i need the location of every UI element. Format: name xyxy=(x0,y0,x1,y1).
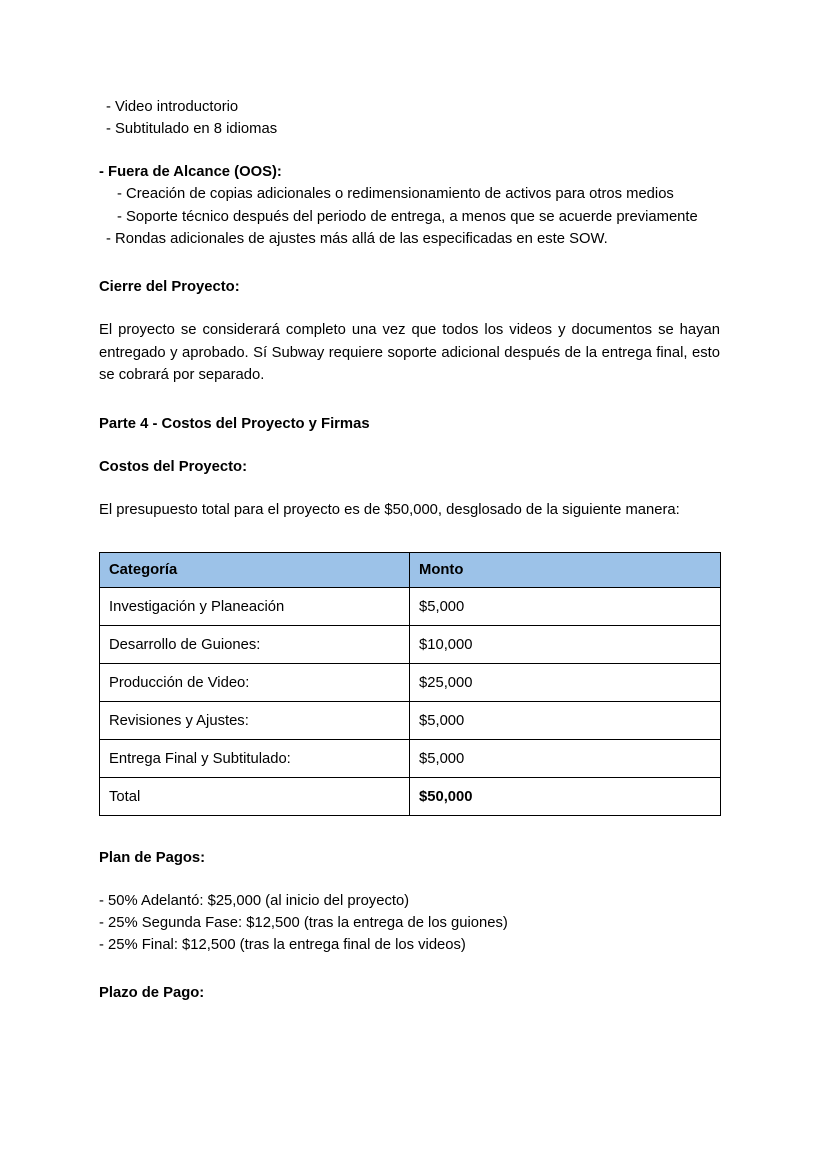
table-row xyxy=(100,588,721,626)
oos-item-0: - Creación de copias adicionales o redimensionamiento de activos para otros medios xyxy=(117,186,674,202)
cierre-heading: Cierre del Proyecto: xyxy=(99,279,240,295)
plan-pagos-item-1: - 25% Segunda Fase: $12,500 (tras la entrega de los guiones) xyxy=(99,915,508,931)
spacer xyxy=(99,435,720,456)
costos-paragraph: El presupuesto total para el proyecto es de $50,000, desglosado de la siguiente manera: xyxy=(99,501,680,518)
cell-categoria: Investigación y Planeación xyxy=(100,588,410,626)
document-body xyxy=(99,96,720,1004)
intro-bullet-0: - Video introductorio xyxy=(106,99,239,115)
cell-monto: $5,000 xyxy=(410,588,721,626)
plazo-pago-heading: Plazo de Pago: xyxy=(99,985,205,1001)
costos-heading: Costos del Proyecto: xyxy=(99,458,247,475)
cell-categoria: Desarrollo de Guiones: xyxy=(100,626,410,664)
table-header-row xyxy=(100,553,721,588)
cell-categoria: Total xyxy=(100,778,410,816)
table-row xyxy=(100,778,721,816)
cell-categoria: Entrega Final y Subtitulado: xyxy=(100,740,410,778)
cell-categoria: Revisiones y Ajustes: xyxy=(100,702,410,740)
spacer xyxy=(99,298,720,319)
spacer xyxy=(99,387,720,413)
table-row xyxy=(100,702,721,740)
cell-monto: $10,000 xyxy=(410,626,721,664)
table-row xyxy=(100,626,721,664)
table-header xyxy=(100,553,721,588)
cell-monto: $5,000 xyxy=(410,702,721,740)
cell-monto: $25,000 xyxy=(410,664,721,702)
cell-categoria: Producción de Video: xyxy=(100,664,410,702)
column-header-monto: Monto xyxy=(410,553,721,588)
spacer xyxy=(99,250,720,276)
plan-pagos-item-2: - 25% Final: $12,500 (tras la entrega final de los videos) xyxy=(99,937,466,953)
intro-bullet-1: - Subtitulado en 8 idiomas xyxy=(106,121,278,137)
oos-heading: - Fuera de Alcance (OOS): xyxy=(99,164,282,180)
table-row xyxy=(100,740,721,778)
plan-pagos-item-0: - 50% Adelantó: $25,000 (al inicio del proyecto) xyxy=(99,893,410,909)
spacer xyxy=(99,478,720,499)
table-row xyxy=(100,664,721,702)
spacer xyxy=(99,140,720,161)
spacer xyxy=(99,816,720,847)
plan-pagos-heading: Plan de Pagos: xyxy=(99,850,206,866)
table-body xyxy=(100,588,721,816)
cell-monto: $5,000 xyxy=(410,740,721,778)
cost-breakdown-table xyxy=(99,552,721,816)
spacer xyxy=(99,956,720,982)
cierre-paragraph: El proyecto se considerará completo una vez que todos los videos y documentos se hayan entregado y aprobado. Sí Subway requiere soporte adicional después de la entrega final, esto se cobrará por separado. xyxy=(99,322,720,383)
spacer xyxy=(99,869,720,890)
column-header-categoria: Categoría xyxy=(100,553,410,588)
oos-item-last: - Rondas adicionales de ajustes más allá de las especificadas en este SOW. xyxy=(106,231,608,247)
oos-item-1: - Soporte técnico después del periodo de entrega, a menos que se acuerde previamente xyxy=(117,208,698,225)
parte4-heading: Parte 4 - Costos del Proyecto y Firmas xyxy=(99,415,370,432)
spacer xyxy=(99,521,720,552)
cell-monto: $50,000 xyxy=(410,778,721,816)
